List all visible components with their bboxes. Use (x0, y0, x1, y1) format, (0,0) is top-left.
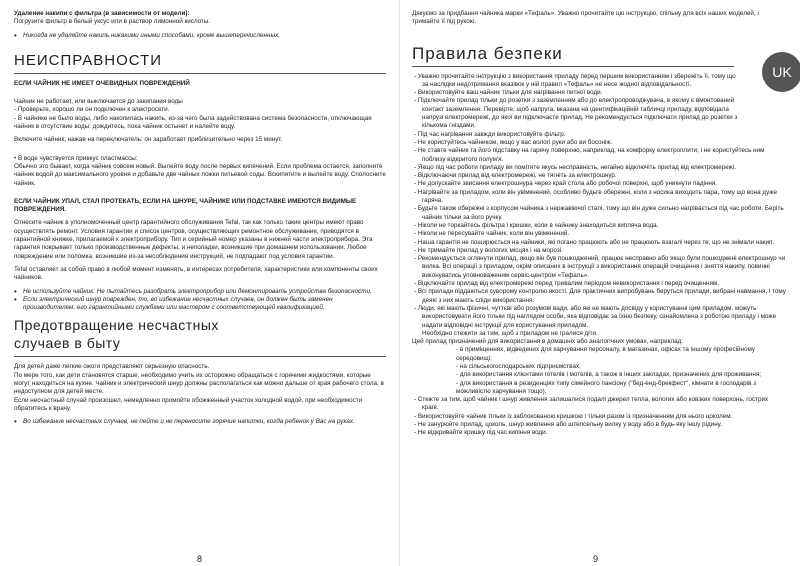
prevention-warning: • Во избежание несчастных случаев, не пейте и не переносите горячие напитки, когда ребенок у Вас на руках. (14, 418, 386, 426)
service-text: Отнесите чайник в уполномоченный центр гарантийного обслуживания Tefal, так как только такие центры имеют право осуществлять ремонт. Условия гарантии и список центров, осуществляющих ремонтное обслуживание, приводятся в гарантийной книжке, прилагаемой к электроприбору. Тип и серийный номер указаны в нижней части электроприбора. Эта гарантия покрывает только производственные дефекты, и неполадки, возникшие при домашнем использовании. Любое повреждение или поломка, возникшие из-за несоблюдения инструкций, не подпадают под условия гарантии. (14, 219, 373, 260)
rule-item: - Рекомендується оглянути прилад, якщо він був пошкоджений, працює несправно або якщо були пошкоджені електрошнур чи вилка. Всі операції з приладом, окрім описаних в інструкції з використання операцій очищення і зняття накипу, повинні виконуватись уповноваженим сервіс-центром «Тефаль». (412, 255, 786, 280)
rule-item: - Підключайте прилад тільки до розетки з заземленням або до електропроводжувача, в якому є вмонтований контакт заземлення. Перевірте, щоб напруга, вказана на ідентифікаційній табличці приладу, відповідала напрузі електромережі, до якої ви підключаєте прилад. Не рекомендується підключати прилад до розетки з кількома гніздами. (412, 97, 742, 130)
rights-text: Tefal оставляет за собой право в любой момент изменять, в интересах потребителя, характеристики или компоненты своих чайников. (14, 265, 378, 282)
not-working-1: Чайник не работает, или выключается до закипания воды (14, 98, 183, 106)
rule-item: - Під час нагрівання завжди використовуйте фільтр. (412, 131, 786, 139)
not-working-2: - Проверьте, хорошо ли он подключен к электросети. (14, 106, 170, 114)
rule-item: - Всі прилади піддаються суворому контролю якості. Для практичних випробувань беруться прилади, вибрані навмання, і тому деякі з них мають сліди використання. (412, 288, 786, 305)
page-9 (400, 0, 800, 566)
rule-item: - Уважно прочитайте інструкцію з використання приладу перед першим використанням і збережіть її, тому що за наслідки недотримання вказівок у ній правил «Тефаль» не несе жодної відповідальності. (412, 73, 742, 90)
rule-item: - Не ставте чайник та його підставку на гарячу поверхню, наприклад, на комфорку електроплити, і не користуйтесь ним поблизу відкритого полум'я. (412, 147, 786, 164)
descaling-warning: • Никогда не удаляйте накипь никакими иными способами, кроме вышеперечисленных. (14, 32, 386, 40)
rule-item: - Відключаючи прилад від електромережі, не тягніть за електрошнур. (412, 172, 786, 180)
prevention-heading-line1: Предотвращение несчастных (14, 317, 219, 334)
descaling-title: Удаление накипи с фильтра (в зависимости от модели): (14, 10, 190, 17)
faults-heading: НЕИСПРАВНОСТИ (14, 51, 163, 69)
rule-item: - Відключайте прилад від електромережі перед тривалим періодом невикористання і перед очищенням. (412, 280, 786, 288)
plastic-taste-title: • В воде чувствуется привкус пластмассы: (14, 154, 138, 162)
rules-list (412, 73, 786, 131)
prevention-heading (14, 316, 386, 352)
language-badge: UK (762, 52, 800, 92)
descaling-text: Погрузите фильтр в белый уксус или в раствор лимонной кислоты. (14, 18, 211, 26)
rule-item: - Використовуйте чайник тільки із заблокованою кришкою і тільки разом із призначенням для нього цоколем. (412, 413, 786, 421)
rule-item: - Люди, які мають фізичні, чуттєві або розумові вади, або які не мають досвіду у користуванні цим приладом, можуть використовувати його тільки під наглядом особи, яка відповідає за їхню безпеку, ознайомлена з роботою приладу і може надати відповідні інструкції для користування приладом. (412, 305, 786, 330)
children-note: Необхідно стежити за тим, щоб з приладом не гралися діти. (422, 329, 598, 337)
prevention-text-1: Для детей даже легкие ожоги представляют серьезную опасность. (14, 363, 210, 371)
household-intro: Цей прилад призначений для використання в домашніх або аналогічних умовах, наприклад: (412, 338, 684, 346)
rule-item: - Будьте також обережні з корпусом чайника з нержавіючої сталі, тому що він дуже сильно нагрівається під час роботи. Беріть чайник тільки за його ручку. (412, 205, 786, 222)
not-working-3: - В чайнике не было воды, либо накопилась накипь, из-за чего была задействована система безопасности, отключающая чайник в отсутствие воды: дождитесь, пока чайник остынет и налейте воду. (14, 114, 372, 131)
safety-rule (412, 66, 734, 67)
rule-item: - Не тримайте прилад у вологих місцях і на морозі. (412, 247, 786, 255)
dropped-heading: ЕСЛИ ЧАЙНИК УПАЛ, СТАЛ ПРОТЕКАТЬ, ЕСЛИ НА ШНУРЕ, ЧАЙНИКЕ ИЛИ ПОДСТАВКЕ ИМЕЮТСЯ ВИДИМЫЕ ПОВРЕЖДЕНИЯ. (14, 197, 357, 214)
plastic-taste-text: Обычно это бывает, когда чайник совсем новый. Вылейте воду после первых кипячений. Если проблема остается, заполните чайник водой до максимального уровня и добавьте две чайных ложки питьевой соды. Вскипятите и вылейте воду. Сполосните чайник. (14, 162, 386, 187)
no-faults-heading: ЕСЛИ ЧАЙНИК НЕ ИМЕЕТ ОЧЕВИДНЫХ ПОВРЕЖДЕНИЙ (14, 79, 190, 87)
rule-item: - Не допускайте звисання електрошнура через край стола або робочої поверхні, щоб уникнути падіння. (412, 180, 786, 188)
page-number-left: 8 (197, 554, 203, 564)
page-number-right: 9 (593, 554, 599, 564)
rule-item: - Не занурюйте прилад, цоколь, шнур живлення або штепсельну вилку у воду або в будь-яку іншу рідину. (412, 421, 786, 429)
rule-item: - Якщо під час роботи приладу ви помітите якусь несправність, негайно відключіть прилад від електромережі. (412, 164, 786, 172)
household-item: - для використання в резиденціях типу сімейного пансіону ("бед-енд-брекфест", кімнати в господарів з можливістю харчування тощо). (456, 379, 757, 395)
rules-list-cont (412, 131, 786, 438)
rule-item: - Не відкривайте кришку під час кипіння води. (412, 429, 786, 437)
household-item: - в приміщеннях, відведених для харчування персоналу, в магазинах, офісах та іншому професійному середовищі; (456, 346, 756, 362)
safety-heading: Правила безпеки (412, 43, 563, 63)
warning-item: • Не используйте чайник. Не пытайтесь разобрать электроприбор или демонтировать устройства безопасности. (14, 288, 386, 296)
household-item: - для використання клієнтами готелів і мотелів, а також в інших закладах, призначених для проживання; (456, 371, 762, 379)
rule-item: - Ніколи не торкайтесь фільтра і кришки, коли в чайнику знаходиться кипляча вода. (412, 222, 786, 230)
rule-item: - Стежте за тим, щоб чайник і шнур живлення залишалися подалі джерел тепла, вологих або ковзких поверхонь, гострих країв. (412, 396, 786, 413)
prevention-rule (14, 356, 386, 357)
rule-item: - Нагрівайте за приладом, коли він увімкнений, особливо будьте обережні, коли з носика виходить пара, тому що вона дуже гаряча. (412, 189, 786, 206)
prevention-text-3: Если несчастный случай произошел, немедленно промойте обожженный участок холодной водой, при необходимости обратитесь к врачу. (14, 396, 363, 412)
household-item: - на сільськогосподарських підприємствах; (456, 362, 581, 370)
rule-item: - Ніколи не пересувайте чайник, коли він увімкнений. (412, 230, 786, 238)
faults-rule (14, 73, 386, 74)
prevention-text-2: По мере того, как дети становятся старше, необходимо учить их осторожно обращаться с горячими жидкостями, которые могут находиться на кухне. Чайник и электрический шнур должны располагаться как можно дальше от края рабочего стола, в недоступном для детей месте. (14, 371, 384, 396)
switch-on-text: Включите чайник, нажав на переключатель: он заработает приблизительно через 15 минут. (14, 136, 283, 144)
rule-item: - Наша гарантія не поширюється на чайники, які погано працюють або не працюють взагалі через те, що не знімали накип. (412, 239, 786, 247)
intro-text: Дякуємо за придбання чайника марки «Тефаль». Уважно прочитайте цю інструкцію, спільну для всіх наших моделей, і тримайте її під рукою. (412, 10, 759, 26)
prevention-heading-line2: случаев в быту (14, 335, 121, 352)
rule-item: - Використовуйте ваш чайник тільки для нагрівання питної води. (412, 89, 742, 97)
warning-item: • Если электрический шнур поврежден, то, во избежание несчастных случаев, он должен быть заменен производителем, его гарантийными службами или мастером с соответствующей квалификацией. (14, 296, 386, 313)
rule-item: - Не користуйтесь чайником, якщо у вас вологі руки або ви босоніж. (412, 139, 786, 147)
